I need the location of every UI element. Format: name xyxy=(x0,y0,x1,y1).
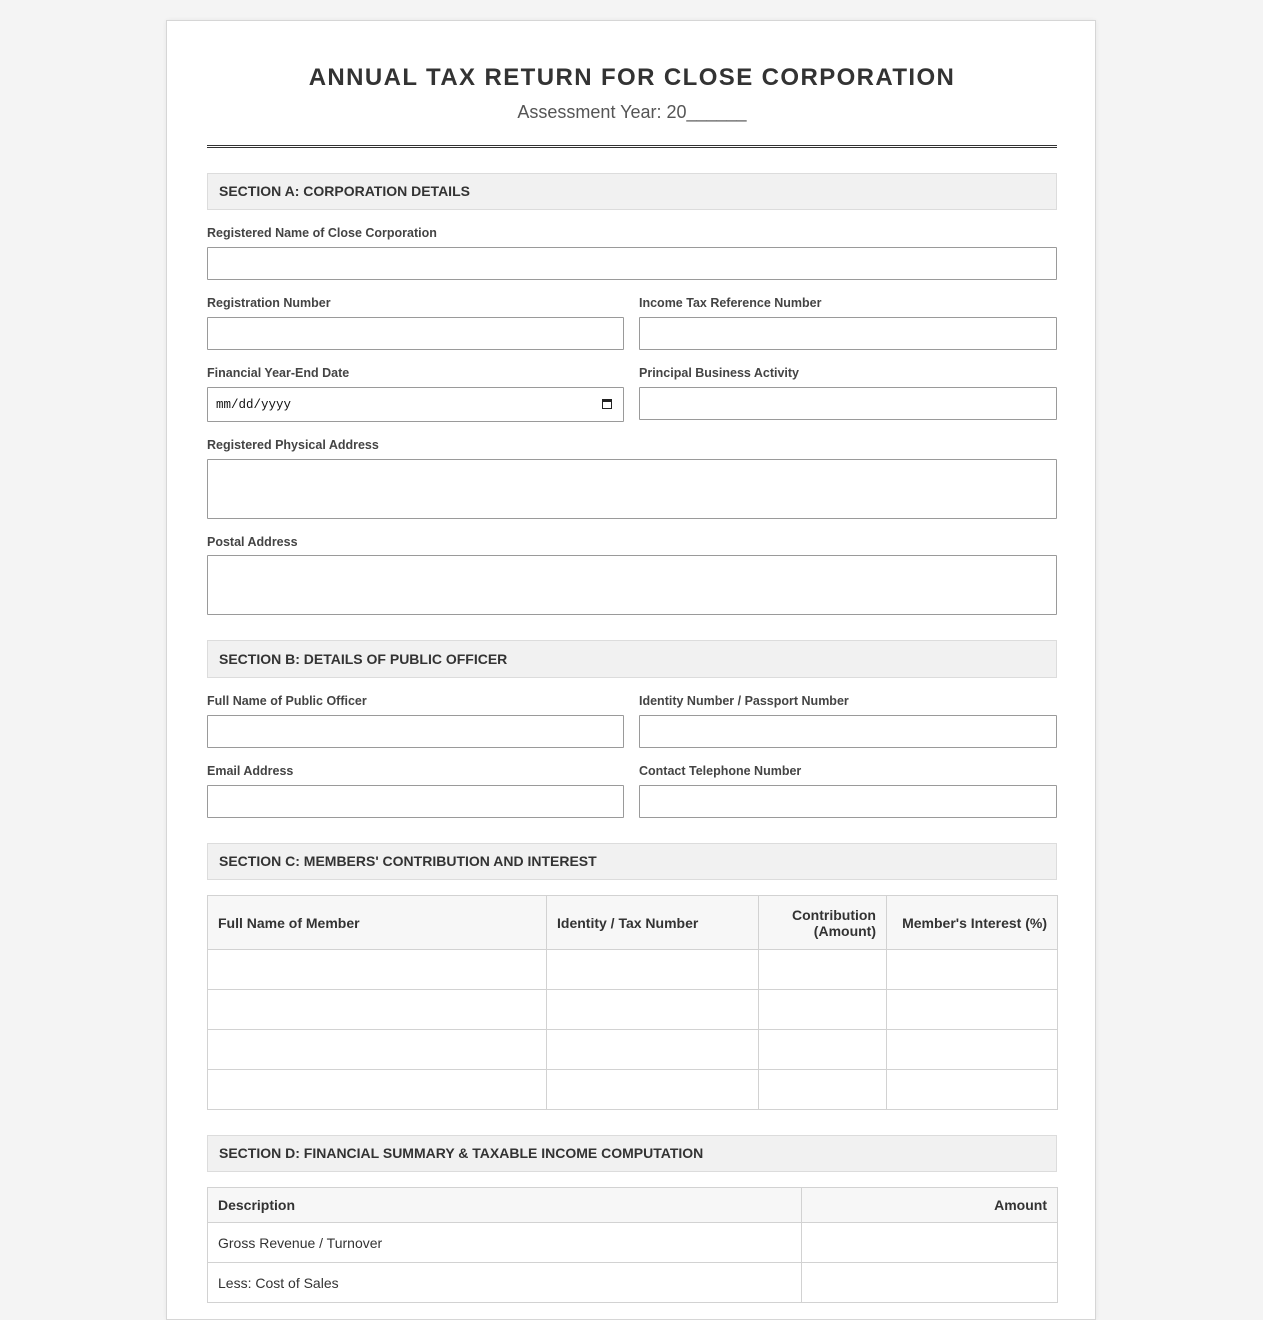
member-contribution-cell[interactable] xyxy=(759,990,887,1030)
members-col-interest: Member's Interest (%) xyxy=(887,896,1058,950)
header-divider xyxy=(207,145,1057,148)
member-interest-cell[interactable] xyxy=(887,1070,1058,1110)
income-tax-ref-input[interactable] xyxy=(639,317,1057,350)
member-name-cell[interactable] xyxy=(208,1030,547,1070)
income-tax-ref-label: Income Tax Reference Number xyxy=(639,296,822,310)
postal-address-label: Postal Address xyxy=(207,535,298,549)
registered-name-input[interactable] xyxy=(207,247,1057,280)
table-row xyxy=(208,950,1058,990)
member-name-cell[interactable] xyxy=(208,950,547,990)
form-paper xyxy=(166,20,1096,1320)
email-input[interactable] xyxy=(207,785,624,818)
member-interest-cell[interactable] xyxy=(887,990,1058,1030)
member-contribution-cell[interactable] xyxy=(759,950,887,990)
member-name-cell[interactable] xyxy=(208,990,547,1030)
table-row xyxy=(208,1030,1058,1070)
registration-number-label: Registration Number xyxy=(207,296,331,310)
calendar-icon[interactable] xyxy=(602,399,612,409)
member-id-cell[interactable] xyxy=(547,1070,759,1110)
member-interest-cell[interactable] xyxy=(887,950,1058,990)
year-end-date-label: Financial Year-End Date xyxy=(207,366,350,380)
members-col-name: Full Name of Member xyxy=(208,896,547,950)
officer-name-input[interactable] xyxy=(207,715,624,748)
section-a-heading: SECTION A: CORPORATION DETAILS xyxy=(207,173,1057,210)
member-contribution-cell[interactable] xyxy=(759,1070,887,1110)
member-contribution-cell[interactable] xyxy=(759,1030,887,1070)
registration-number-input[interactable] xyxy=(207,317,624,350)
physical-address-label: Registered Physical Address xyxy=(207,438,379,452)
summary-description-cell: Less: Cost of Sales xyxy=(208,1263,802,1303)
physical-address-textarea[interactable] xyxy=(207,459,1057,519)
officer-id-input[interactable] xyxy=(639,715,1057,748)
officer-id-label: Identity Number / Passport Number xyxy=(639,694,849,708)
business-activity-label: Principal Business Activity xyxy=(639,366,800,380)
section-b-heading: SECTION B: DETAILS OF PUBLIC OFFICER xyxy=(207,640,1057,678)
phone-label: Contact Telephone Number xyxy=(639,764,802,778)
business-activity-input[interactable] xyxy=(639,387,1057,420)
members-col-contribution: Contribution (Amount) xyxy=(759,896,887,950)
summary-col-amount: Amount xyxy=(802,1188,1058,1223)
date-format-placeholder: mm/dd/yyyy xyxy=(216,398,292,412)
summary-col-description: Description xyxy=(208,1188,802,1223)
email-label: Email Address xyxy=(207,764,294,778)
section-d-heading: SECTION D: FINANCIAL SUMMARY & TAXABLE INCOME COMPUTATION xyxy=(207,1135,1057,1172)
officer-name-label: Full Name of Public Officer xyxy=(207,694,367,708)
members-col-id: Identity / Tax Number xyxy=(547,896,759,950)
assessment-year: Assessment Year: 20______ xyxy=(517,102,747,122)
summary-amount-cell[interactable] xyxy=(802,1223,1058,1263)
member-interest-cell[interactable] xyxy=(887,1030,1058,1070)
section-c-heading: SECTION C: MEMBERS' CONTRIBUTION AND INTEREST xyxy=(207,843,1057,880)
summary-description-cell: Gross Revenue / Turnover xyxy=(208,1223,802,1263)
member-name-cell[interactable] xyxy=(208,1070,547,1110)
members-table xyxy=(207,895,1058,1110)
member-id-cell[interactable] xyxy=(547,990,759,1030)
table-row xyxy=(208,1223,1058,1263)
financial-summary-table xyxy=(207,1187,1058,1303)
summary-amount-cell[interactable] xyxy=(802,1263,1058,1303)
member-id-cell[interactable] xyxy=(547,1030,759,1070)
postal-address-textarea[interactable] xyxy=(207,555,1057,615)
phone-input[interactable] xyxy=(639,785,1057,818)
registered-name-label: Registered Name of Close Corporation xyxy=(207,226,437,240)
table-row xyxy=(208,990,1058,1030)
table-row xyxy=(208,1263,1058,1303)
member-id-cell[interactable] xyxy=(547,950,759,990)
table-row xyxy=(208,1070,1058,1110)
year-end-date-input[interactable] xyxy=(207,387,624,422)
form-title: ANNUAL TAX RETURN FOR CLOSE CORPORATION xyxy=(308,64,956,91)
